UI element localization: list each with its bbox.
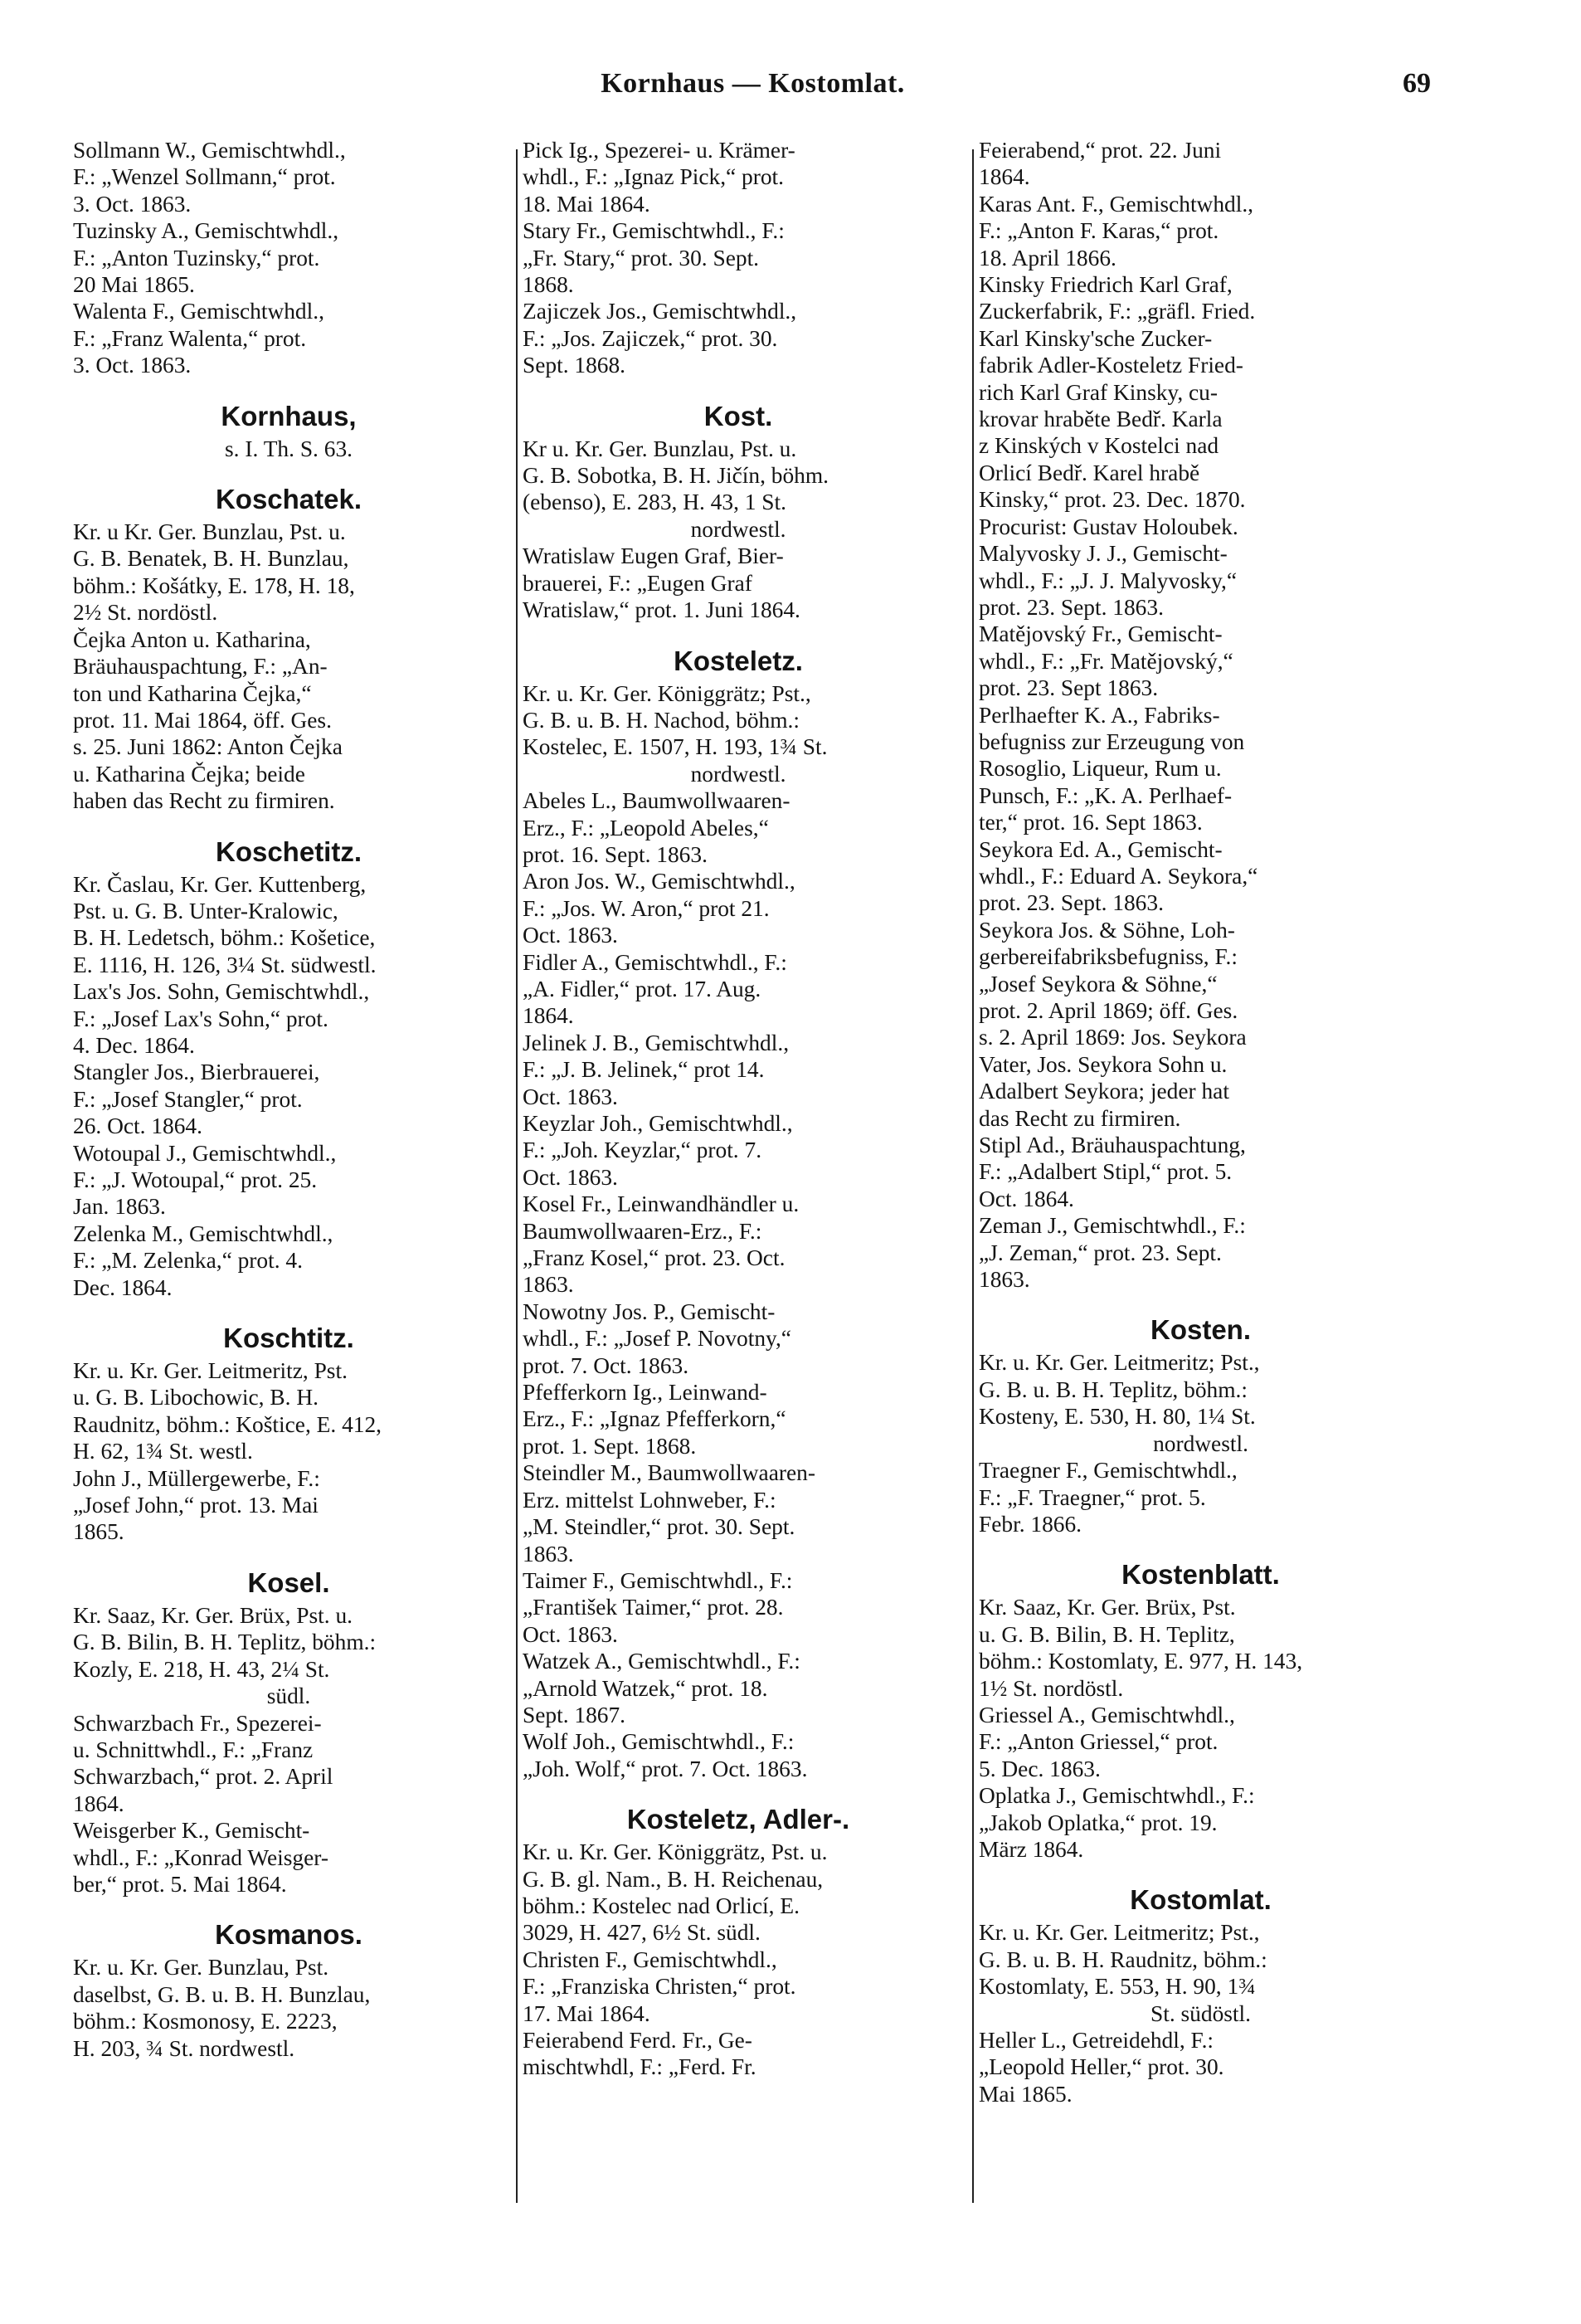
entry-line: Febr. 1866. — [979, 1511, 1082, 1537]
entry-line: (ebenso), E. 283, H. 43, 1 St. — [523, 490, 787, 515]
entry-line: Jan. 1863. — [73, 1194, 166, 1220]
place-heading: Koschetitz. — [215, 836, 362, 867]
entry-line: Procurist: Gustav Holoubek. — [979, 514, 1238, 539]
entry-line: Fidler A., Gemischtwhdl., F.: — [523, 949, 787, 975]
entry-line: Zajiczek Jos., Gemischtwhdl., — [523, 299, 797, 324]
entry-line: 18. Mai 1864. — [523, 191, 650, 217]
entry-line: prot. 23. Sept. 1863. — [979, 890, 1164, 916]
entry-line: F.: „Anton F. Karas,“ prot. — [979, 218, 1219, 244]
entry-line: 3. Oct. 1863. — [73, 191, 192, 217]
place-heading: Koschtitz. — [223, 1323, 354, 1354]
entry-line: Steindler M., Baumwollwaaren- — [523, 1460, 815, 1486]
page-header — [75, 0, 1431, 133]
entry-line: Heller L., Getreidehdl, F.: — [979, 2028, 1214, 2053]
entry-line: Adalbert Seykora; jeder hat — [979, 1079, 1229, 1104]
entry-line: ber,“ prot. 5. Mai 1864. — [73, 1871, 287, 1897]
entry-line: „J. Zeman,“ prot. 23. Sept. — [979, 1240, 1222, 1265]
entry-line: böhm.: Kosmonosy, E. 2223, — [73, 2009, 338, 2034]
entry-line: Oct. 1863. — [523, 923, 618, 948]
entry-line: Stipl Ad., Bräuhauspachtung, — [979, 1133, 1246, 1158]
entry-line: Schwarzbach,“ prot. 2. April — [73, 1764, 333, 1790]
entry-line: 3. Oct. 1863. — [73, 353, 192, 378]
entry-line: Vater, Jos. Seykora Sohn u. — [979, 1051, 1228, 1077]
entry-line-centered: südl. — [266, 1683, 311, 1709]
entry-line: s. 25. Juni 1862: Anton Čejka — [73, 734, 343, 760]
entry-line: Punsch, F.: „K. A. Perlhaef- — [979, 782, 1233, 808]
entry-line: Mai 1865. — [979, 2081, 1073, 2107]
entry-line: Orlicí Bedř. Karel hrabě — [979, 460, 1200, 485]
entry-line: Zeman J., Gemischtwhdl., F.: — [979, 1213, 1246, 1239]
entry-line: Zuckerfabrik, F.: „gräfl. Fried. — [979, 299, 1256, 324]
entry-line: Oct. 1863. — [523, 1621, 618, 1647]
entry-line: Erz., F.: „Ignaz Pfefferkorn,“ — [523, 1406, 786, 1432]
entry-line: John J., Müllergewerbe, F.: — [73, 1465, 320, 1491]
entry-line: F.: „F. Traegner,“ prot. 5. — [979, 1484, 1206, 1510]
entry-line: s. 2. April 1869: Jos. Seykora — [979, 1025, 1247, 1050]
entry-line: whdl., F.: „Fr. Matějovský,“ — [979, 648, 1233, 674]
entry-line: Oct. 1863. — [523, 1084, 618, 1109]
entry-line: Schwarzbach Fr., Spezerei- — [73, 1710, 322, 1736]
entry-line: u. Katharina Čejka; beide — [73, 761, 305, 787]
place-heading: Kosel. — [247, 1566, 330, 1598]
entry-line: krovar hraběte Bedř. Karla — [979, 407, 1223, 432]
place-heading: Kostenblatt. — [1121, 1559, 1280, 1591]
entry-line: F.: „Franz Walenta,“ prot. — [73, 325, 307, 351]
entry-line: Aron Jos. W., Gemischtwhdl., — [523, 869, 795, 894]
entry-line: rich Karl Graf Kinsky, cu- — [979, 379, 1219, 405]
entry-line: „Arnold Watzek,“ prot. 18. — [523, 1675, 768, 1701]
entry-line: F.: „Joh. Keyzlar,“ prot. 7. — [523, 1138, 762, 1163]
entry-line: F.: „Anton Tuzinsky,“ prot. — [73, 245, 320, 270]
entry-line: Stary Fr., Gemischtwhdl., F.: — [523, 218, 785, 244]
entry-line: G. B. Sobotka, B. H. Jičín, böhm. — [523, 463, 829, 489]
entry-line: Kr. u. Kr. Ger. Königgrätz; Pst., — [523, 680, 811, 706]
entry-line: Kr. u. Kr. Ger. Königgrätz, Pst. u. — [523, 1839, 828, 1865]
entry-line: Kostelec, E. 1507, H. 193, 1¾ St. — [523, 734, 828, 760]
entry-line: Jelinek J. B., Gemischtwhdl., — [523, 1030, 790, 1055]
entry-line: Kr u. Kr. Ger. Bunzlau, Pst. u. — [523, 436, 797, 461]
entry-line: böhm.: Košátky, E. 178, H. 18, — [73, 572, 355, 598]
entry-line: gerbereifabriksbefugniss, F.: — [979, 944, 1238, 970]
entry-line: prot. 11. Mai 1864, öff. Ges. — [73, 707, 332, 733]
entry-line: Feierabend,“ prot. 22. Juni — [979, 138, 1222, 163]
entry-line: H. 62, 1¾ St. westl. — [73, 1439, 253, 1464]
entry-line: prot. 2. April 1869; öff. Ges. — [979, 998, 1238, 1023]
entry-line: Christen F., Gemischtwhdl., — [523, 1946, 777, 1972]
entry-line: „Josef Seykora & Söhne,“ — [979, 971, 1218, 996]
entry-line: F.: „Jos. Zajiczek,“ prot. 30. — [523, 325, 778, 351]
entry-line: u. G. B. Bilin, B. H. Teplitz, — [979, 1621, 1235, 1647]
entry-line: Kr. Časlau, Kr. Ger. Kuttenberg, — [73, 871, 367, 897]
entry-line: Watzek A., Gemischtwhdl., F.: — [523, 1649, 800, 1674]
entry-line: 3029, H. 427, 6½ St. südl. — [523, 1920, 761, 1946]
entry-line: Kr. u. Kr. Ger. Bunzlau, Pst. — [73, 1955, 329, 1981]
place-heading: Kosten. — [1150, 1314, 1251, 1346]
entry-line: böhm.: Kostelec nad Orlicí, E. — [523, 1893, 800, 1918]
entry-line: „Joh. Wolf,“ prot. 7. Oct. 1863. — [523, 1756, 808, 1781]
entry-line: G. B. u. B. H. Raudnitz, böhm.: — [979, 1946, 1267, 1972]
entry-line: Wratislaw,“ prot. 1. Juni 1864. — [523, 597, 800, 623]
page-number: 69 — [1403, 68, 1431, 99]
entry-line: Kosel Fr., Leinwandhändler u. — [523, 1191, 800, 1217]
entry-line: whdl., F.: Eduard A. Seykora,“ — [979, 863, 1258, 889]
entry-line: Matějovský Fr., Gemischt- — [979, 621, 1223, 647]
entry-line: Griessel A., Gemischtwhdl., — [979, 1702, 1235, 1727]
entry-line: 1863. — [523, 1272, 574, 1298]
entry-line: 1863. — [979, 1267, 1030, 1293]
entry-line: 26. Oct. 1864. — [73, 1113, 202, 1139]
entry-line: Lax's Jos. Sohn, Gemischtwhdl., — [73, 979, 370, 1005]
entry-line: Kr. u. Kr. Ger. Leitmeritz, Pst. — [73, 1358, 348, 1384]
entry-line: Karas Ant. F., Gemischtwhdl., — [979, 191, 1254, 217]
entry-line: F.: „J. Wotoupal,“ prot. 25. — [73, 1167, 318, 1192]
column-3 — [979, 137, 1423, 2211]
entry-line: ton und Katharina Čejka,“ — [73, 680, 312, 706]
entry-line: „František Taimer,“ prot. 28. — [523, 1595, 784, 1620]
entry-line: G. B. u. B. H. Teplitz, böhm.: — [979, 1376, 1248, 1402]
entry-line: Perlhaefter K. A., Fabriks- — [979, 702, 1220, 728]
entry-line: Baumwollwaaren-Erz., F.: — [523, 1218, 762, 1244]
entry-line: daselbst, G. B. u. B. H. Bunzlau, — [73, 1981, 371, 2007]
entry-line: „Franz Kosel,“ prot. 23. Oct. — [523, 1245, 786, 1271]
entry-line: u. G. B. Libochowic, B. H. — [73, 1385, 319, 1410]
entry-line: 5. Dec. 1863. — [979, 1756, 1101, 1781]
entry-line: Kr. Saaz, Kr. Ger. Brüx, Pst. — [979, 1595, 1236, 1620]
entry-line: F.: „Adalbert Stipl,“ prot. 5. — [979, 1159, 1233, 1185]
entry-line: Walenta F., Gemischtwhdl., — [73, 299, 324, 324]
entry-line: F.: „Franziska Christen,“ prot. — [523, 1974, 796, 2000]
entry-line: Sollmann W., Gemischtwhdl., — [73, 138, 346, 163]
entry-line: „M. Steindler,“ prot. 30. Sept. — [523, 1514, 795, 1540]
entry-line: Pfefferkorn Ig., Leinwand- — [523, 1380, 767, 1406]
entry-line: „Josef John,“ prot. 13. Mai — [73, 1493, 319, 1518]
entry-line: G. B. gl. Nam., B. H. Reichenau, — [523, 1866, 824, 1892]
entry-line: E. 1116, H. 126, 3¼ St. südwestl. — [73, 952, 377, 977]
column-2 — [523, 137, 954, 2211]
entry-line: Kr. u. Kr. Ger. Leitmeritz; Pst., — [979, 1920, 1260, 1946]
running-title: Kornhaus — Kostomlat. — [601, 68, 905, 99]
entry-line: 1864. — [73, 1791, 124, 1816]
entry-line: Zelenka M., Gemischtwhdl., — [73, 1220, 333, 1246]
entry-line: Tuzinsky A., Gemischtwhdl., — [73, 218, 339, 244]
entry-line: März 1864. — [979, 1836, 1084, 1862]
entry-line: Erz. mittelst Lohnweber, F.: — [523, 1487, 776, 1513]
entry-line: „Fr. Stary,“ prot. 30. Sept. — [523, 245, 760, 270]
entry-line: das Recht zu firmiren. — [979, 1105, 1181, 1131]
entry-line: 1865. — [73, 1519, 124, 1545]
entry-line: Wolf Joh., Gemischtwhdl., F.: — [523, 1729, 795, 1755]
entry-line: mischtwhdl, F.: „Ferd. Fr. — [523, 2054, 756, 2080]
entry-line: Rosoglio, Liqueur, Rum u. — [979, 756, 1222, 782]
entry-line: G. B. Bilin, B. H. Teplitz, böhm.: — [73, 1630, 377, 1655]
place-heading: Koschatek. — [215, 484, 362, 515]
entry-line: F.: „J. B. Jelinek,“ prot 14. — [523, 1057, 765, 1083]
entry-line: 1½ St. nordöstl. — [979, 1675, 1124, 1701]
entry-line: 2½ St. nordöstl. — [73, 600, 218, 626]
entry-line: F.: „Josef Lax's Sohn,“ prot. — [73, 1006, 328, 1031]
place-heading: Kornhaus, — [221, 400, 357, 431]
entry-line: z Kinských v Kostelci nad — [979, 433, 1219, 459]
entry-line: B. H. Ledetsch, böhm.: Košetice, — [73, 925, 376, 951]
entry-line: Kosteny, E. 530, H. 80, 1¼ St. — [979, 1404, 1256, 1430]
entry-line: Keyzlar Joh., Gemischtwhdl., — [523, 1111, 793, 1136]
entry-line: Abeles L., Baumwollwaaren- — [523, 788, 790, 814]
entry-line-centered: nordwestl. — [690, 761, 786, 787]
entry-line: 4. Dec. 1864. — [73, 1032, 195, 1058]
entry-line: Karl Kinsky'sche Zucker- — [979, 325, 1213, 351]
entry-line: Sept. 1868. — [523, 353, 626, 378]
entry-line: Bräuhauspachtung, F.: „An- — [73, 654, 328, 680]
entry-line: befugniss zur Erzeugung von — [979, 728, 1245, 754]
entry-line: H. 203, ¾ St. nordwestl. — [73, 2035, 295, 2061]
entry-line: u. Schnittwhdl., F.: „Franz — [73, 1737, 314, 1762]
entry-line: „Leopold Heller,“ prot. 30. — [979, 2054, 1224, 2080]
place-heading: Kosteletz. — [674, 645, 803, 676]
entry-line: F.: „Jos. W. Aron,“ prot 21. — [523, 895, 770, 921]
place-heading: Kosmanos. — [215, 1919, 362, 1951]
entry-line: Malyvosky J. J., Gemischt- — [979, 541, 1228, 567]
entry-line: Dec. 1864. — [73, 1274, 173, 1300]
entry-line: whdl., F.: „Ignaz Pick,“ prot. — [523, 164, 785, 190]
entry-line: Oct. 1863. — [523, 1164, 618, 1190]
entry-line: Kozly, E. 218, H. 43, 2¼ St. — [73, 1656, 330, 1682]
entry-line: Wotoupal J., Gemischtwhdl., — [73, 1140, 337, 1166]
entry-line: Kinsky,“ prot. 23. Dec. 1870. — [979, 487, 1246, 513]
entry-line: whdl., F.: „Josef P. Novotny,“ — [523, 1326, 791, 1352]
entry-line: Wratislaw Eugen Graf, Bier- — [523, 543, 784, 569]
entry-line: Kostomlaty, E. 553, H. 90, 1¾ — [979, 1974, 1256, 2000]
entry-line: Pst. u. G. B. Unter-Kralowic, — [73, 898, 338, 923]
place-heading: Kostomlat. — [1130, 1884, 1272, 1916]
entry-line: Oplatka J., Gemischtwhdl., F.: — [979, 1783, 1255, 1809]
entry-line: G. B. u. B. H. Nachod, böhm.: — [523, 707, 800, 733]
entry-line: Kinsky Friedrich Karl Graf, — [979, 272, 1233, 298]
entry-line: Kr. u. Kr. Ger. Leitmeritz; Pst., — [979, 1350, 1260, 1376]
entry-line: Feierabend Ferd. Fr., Ge- — [523, 2028, 752, 2053]
entry-line: Seykora Ed. A., Gemischt- — [979, 836, 1223, 862]
entry-line: Seykora Jos. & Söhne, Loh- — [979, 917, 1235, 943]
entry-line: Stangler Jos., Bierbrauerei, — [73, 1060, 320, 1085]
entry-line: F.: „M. Zelenka,“ prot. 4. — [73, 1248, 303, 1274]
entry-line: 1864. — [523, 1003, 574, 1029]
entry-line: whdl., F.: „J. J. Malyvosky,“ — [979, 568, 1238, 593]
entry-line: 17. Mai 1864. — [523, 2000, 650, 2026]
entry-line: G. B. Benatek, B. H. Bunzlau, — [73, 546, 349, 572]
entry-line: 18. April 1866. — [979, 245, 1116, 270]
entry-line: prot. 1. Sept. 1868. — [523, 1433, 697, 1459]
entry-line: Oct. 1864. — [979, 1186, 1074, 1211]
entry-line: 1863. — [523, 1541, 574, 1566]
entry-line: Taimer F., Gemischtwhdl., F.: — [523, 1567, 793, 1593]
entry-line: brauerei, F.: „Eugen Graf — [523, 570, 752, 596]
entry-line: ter,“ prot. 16. Sept 1863. — [979, 810, 1203, 836]
entry-line: Čejka Anton u. Katharina, — [73, 626, 311, 652]
entry-line-centered: St. südöstl. — [1150, 2000, 1251, 2026]
entry-line: „Jakob Oplatka,“ prot. 19. — [979, 1810, 1218, 1835]
column-1 — [73, 137, 504, 2211]
entry-line: Weisgerber K., Gemischt- — [73, 1818, 310, 1844]
entry-line: F.: „Anton Griessel,“ prot. — [979, 1729, 1219, 1755]
place-heading: Kost. — [703, 400, 773, 431]
entry-line-centered: nordwestl. — [690, 516, 786, 542]
entry-line: F.: „Josef Stangler,“ prot. — [73, 1086, 303, 1112]
entry-line: Kr. u Kr. Ger. Bunzlau, Pst. u. — [73, 519, 346, 545]
place-heading: Kosteletz, Adler-. — [626, 1804, 850, 1835]
entry-line: 1864. — [979, 164, 1030, 190]
entry-line: Erz., F.: „Leopold Abeles,“ — [523, 815, 769, 840]
entry-line: Sept. 1867. — [523, 1702, 626, 1727]
entry-line: fabrik Adler-Kosteletz Fried- — [979, 353, 1243, 378]
entry-line: Raudnitz, böhm.: Koštice, E. 412, — [73, 1411, 382, 1437]
entry-line-centered: s. I. Th. S. 63. — [225, 436, 353, 461]
entry-line: 20 Mai 1865. — [73, 272, 195, 298]
entry-line: Pick Ig., Spezerei- u. Krämer- — [523, 138, 795, 163]
entry-line: F.: „Wenzel Sollmann,“ prot. — [73, 164, 336, 190]
entry-line: prot. 7. Oct. 1863. — [523, 1352, 689, 1378]
entry-line: whdl., F.: „Konrad Weisger- — [73, 1844, 328, 1870]
column-rule-right — [972, 149, 974, 2203]
entry-line: haben das Recht zu firmiren. — [73, 788, 335, 814]
entry-line: 1868. — [523, 272, 574, 298]
entry-line: prot. 23. Sept. 1863. — [979, 594, 1164, 620]
entry-line: Traegner F., Gemischtwhdl., — [979, 1458, 1238, 1484]
entry-line: Kr. Saaz, Kr. Ger. Brüx, Pst. u. — [73, 1602, 353, 1628]
column-rule-left — [516, 149, 518, 2203]
entry-line: „A. Fidler,“ prot. 17. Aug. — [523, 976, 761, 1001]
entry-line: prot. 23. Sept 1863. — [979, 675, 1159, 701]
entry-line: böhm.: Kostomlaty, E. 977, H. 143, — [979, 1649, 1303, 1674]
entry-line-centered: nordwestl. — [1153, 1430, 1248, 1456]
entry-line: prot. 16. Sept. 1863. — [523, 841, 708, 867]
entry-line: Nowotny Jos. P., Gemischt- — [523, 1298, 776, 1324]
